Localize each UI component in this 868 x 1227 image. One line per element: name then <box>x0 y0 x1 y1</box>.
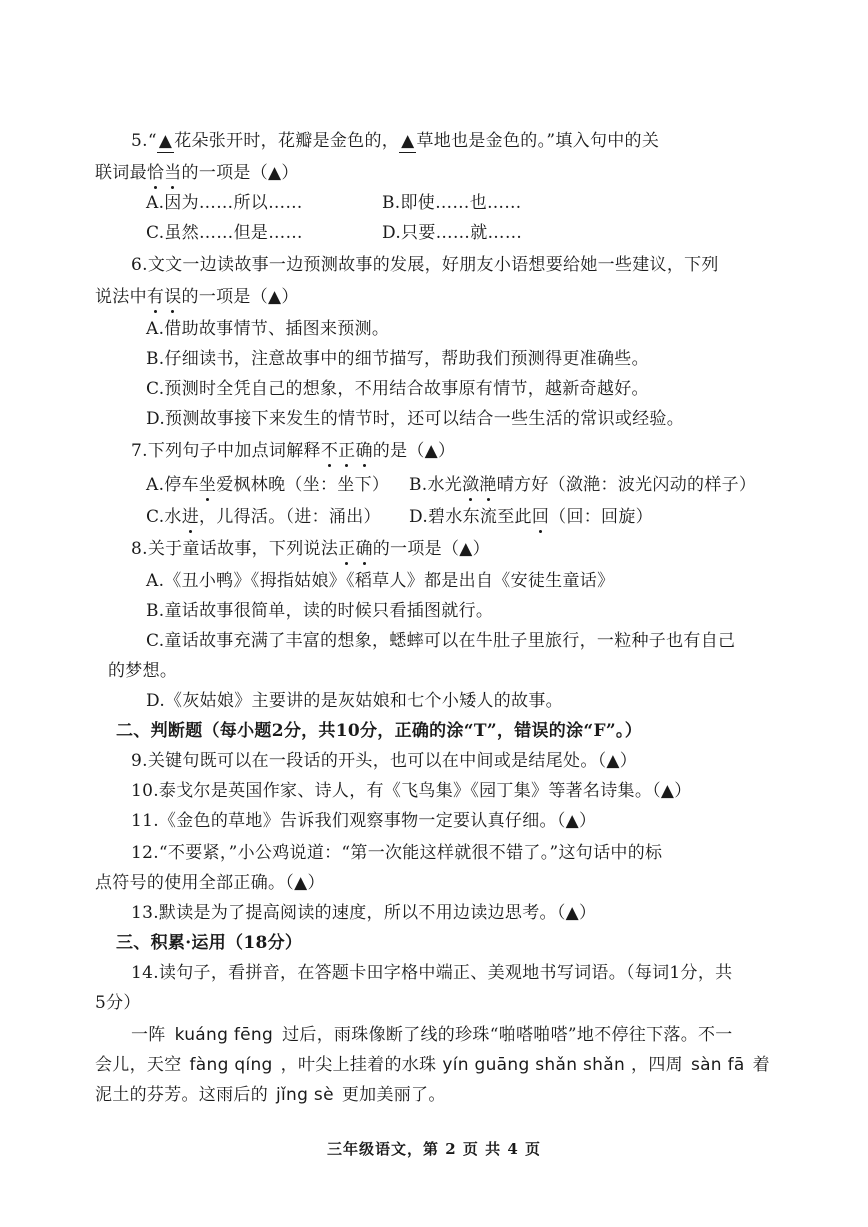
q7d-dotted-char: 回 <box>531 507 550 527</box>
q12-line2: 点符号的使用全部正确。（▲） <box>95 873 325 893</box>
q7-text: 7.下列句子中加点词解释 <box>131 441 321 461</box>
q5-stem-part2: 花朵张开时，花瓣是金色的， <box>174 131 400 151</box>
q7-dotted-char: 不 <box>320 441 339 461</box>
q7c-dotted-char: 进 <box>181 507 200 527</box>
q5-blank-1: ▲ <box>158 131 173 151</box>
q7-stem <box>131 440 455 462</box>
q5-dotted-char: 当 <box>164 163 182 183</box>
pinyin-fang-qing: fàng qíng <box>189 1055 273 1075</box>
q7b-text: 晴方好（潋滟：波光闪动的样子） <box>496 475 757 495</box>
q7-text: 的是（▲） <box>372 441 456 461</box>
q5-stem-part3: 草地也是金色的。”填入句中的关 <box>416 131 660 151</box>
q5-text: 的一项是（▲） <box>181 163 299 183</box>
q6-text: 的一项是（▲） <box>181 287 299 307</box>
q7a-text: A.停车 <box>146 475 199 495</box>
q7-option-c <box>146 506 381 528</box>
passage-text: 泥土的芬芳。这雨后的 <box>95 1085 268 1105</box>
q7-dotted-char: 正 <box>338 441 356 461</box>
passage-text: ，叶尖上挂着的水珠 <box>280 1055 437 1075</box>
section2-title: 二、判断题（每小题2分，共10分，正确的涂“T”，错误的涂“F”。） <box>116 721 643 741</box>
q5-text: 联词最 <box>95 163 147 183</box>
q7b-dotted-char: 潋 <box>462 475 480 495</box>
q7-option-d <box>409 506 653 528</box>
q7-option-a <box>146 474 389 496</box>
q8-option-d: D.《灰姑娘》主要讲的是灰姑娘和七个小矮人的故事。 <box>146 691 563 711</box>
pinyin-kuang-feng: kuáng fēng <box>174 1025 274 1045</box>
q7c-text: ，儿得活。（进：涌出） <box>199 507 381 527</box>
q7d-text: （回：回旋） <box>549 507 653 527</box>
passage-line2 <box>95 1054 770 1076</box>
q7d-text: D.碧水东流至此 <box>409 507 532 527</box>
passage-text: 过后，雨珠像断了线的珍珠“啪嗒啪嗒”地不停往下落。不一 <box>282 1025 733 1045</box>
passage-line3 <box>95 1084 446 1106</box>
q14-line2: 5分） <box>95 993 141 1013</box>
q5-option-d: D.只要……就…… <box>382 223 523 243</box>
q14-line1: 14.读句子，看拼音，在答题卡田字格中端正、美观地书写词语。（每词1分，共 <box>131 963 733 983</box>
passage-text: 着 <box>752 1055 770 1075</box>
q7b-text: B.水光 <box>409 475 463 495</box>
q6-dotted-char: 误 <box>164 287 182 307</box>
q5-open-quote: 5.“ <box>131 131 157 151</box>
q7b-dotted-char: 滟 <box>479 475 497 495</box>
q8-option-a: A.《丑小鸭》《拇指姑娘》《稻草人》都是出自《安徒生童话》 <box>146 571 615 591</box>
q5-dotted-char: 恰 <box>146 163 165 183</box>
q8-text: 8.关于童话故事，下列说法 <box>131 539 339 559</box>
q7c-text: C.水 <box>146 507 182 527</box>
q7-option-b <box>409 474 756 496</box>
q6-option-b: B.仔细读书，注意故事中的细节描写，帮助我们预测得更准确些。 <box>146 349 649 369</box>
passage-text: 更加美丽了。 <box>341 1085 446 1105</box>
passage-text: ，四周 <box>631 1055 683 1075</box>
q8-option-c-line1: C.童话故事充满了丰富的想象，蟋蟀可以在牛肚子里旅行，一粒种子也有自己 <box>146 631 736 651</box>
q6-stem-line1: 6.文文一边读故事一边预测故事的发展，好朋友小语想要给她一些建议，下列 <box>131 255 719 275</box>
q7a-text: 爱枫林晚（坐：坐下） <box>216 475 390 495</box>
q7a-dotted-char: 坐 <box>198 475 217 495</box>
q8-text: 的一项是（▲） <box>372 539 490 559</box>
q5-option-b: B.即使……也…… <box>382 193 522 213</box>
q5-option-a: A.因为……所以…… <box>146 193 303 213</box>
q5-blank-2: ▲ <box>401 131 415 151</box>
q5-option-c: C.虽然……但是…… <box>146 223 303 243</box>
q6-option-a: A.借助故事情节、插图来预测。 <box>146 319 390 339</box>
q13: 13.默读是为了提高阅读的速度，所以不用边读边思考。（▲） <box>131 903 597 923</box>
q12-line1: 12.“不要紧，”小公鸡说道：“第一次能这样就很不错了。”这句话中的标 <box>131 843 663 863</box>
passage-text: 一阵 <box>131 1025 166 1045</box>
pinyin-san-fa: sàn fā <box>690 1055 745 1075</box>
q6-option-c: C.预测时全凭自己的想象，不用结合故事原有情节，越新奇越好。 <box>146 379 649 399</box>
passage-text: 会儿，天空 <box>95 1055 182 1075</box>
q6-text: 说法中 <box>95 287 147 307</box>
q8-dotted-char: 确 <box>355 539 373 559</box>
q6-dotted-char: 有 <box>146 287 165 307</box>
q8-dotted-char: 正 <box>338 539 356 559</box>
section3-title: 三、积累·运用（18分） <box>116 933 303 953</box>
q5-stem-line1 <box>131 130 659 153</box>
q8-stem <box>131 538 490 560</box>
page-footer: 三年级语文，第 2 页 共 4 页 <box>327 1140 541 1158</box>
pinyin-yin-guang-shan-shan: yín guāng shǎn shǎn <box>442 1055 626 1075</box>
q7-dotted-char: 确 <box>355 441 373 461</box>
q10: 10.泰戈尔是英国作家、诗人，有《飞鸟集》《园丁集》等著名诗集。（▲） <box>131 781 692 801</box>
q5-stem-line2 <box>95 162 299 184</box>
passage-line1 <box>131 1024 733 1046</box>
q9: 9.关键句既可以在一段话的开头，也可以在中间或是结尾处。（▲） <box>131 751 638 771</box>
q8-option-c-line2: 的梦想。 <box>108 661 178 681</box>
q6-option-d: D.预测故事接下来发生的情节时，还可以结合一些生活的常识或经验。 <box>146 409 685 429</box>
q11: 11.《金色的草地》告诉我们观察事物一定要认真仔细。（▲） <box>131 811 597 831</box>
q8-option-b: B.童话故事很简单，读的时候只看插图就行。 <box>146 601 494 621</box>
pinyin-jing-se: jǐng sè <box>276 1085 334 1105</box>
q6-stem-line2 <box>95 286 299 308</box>
